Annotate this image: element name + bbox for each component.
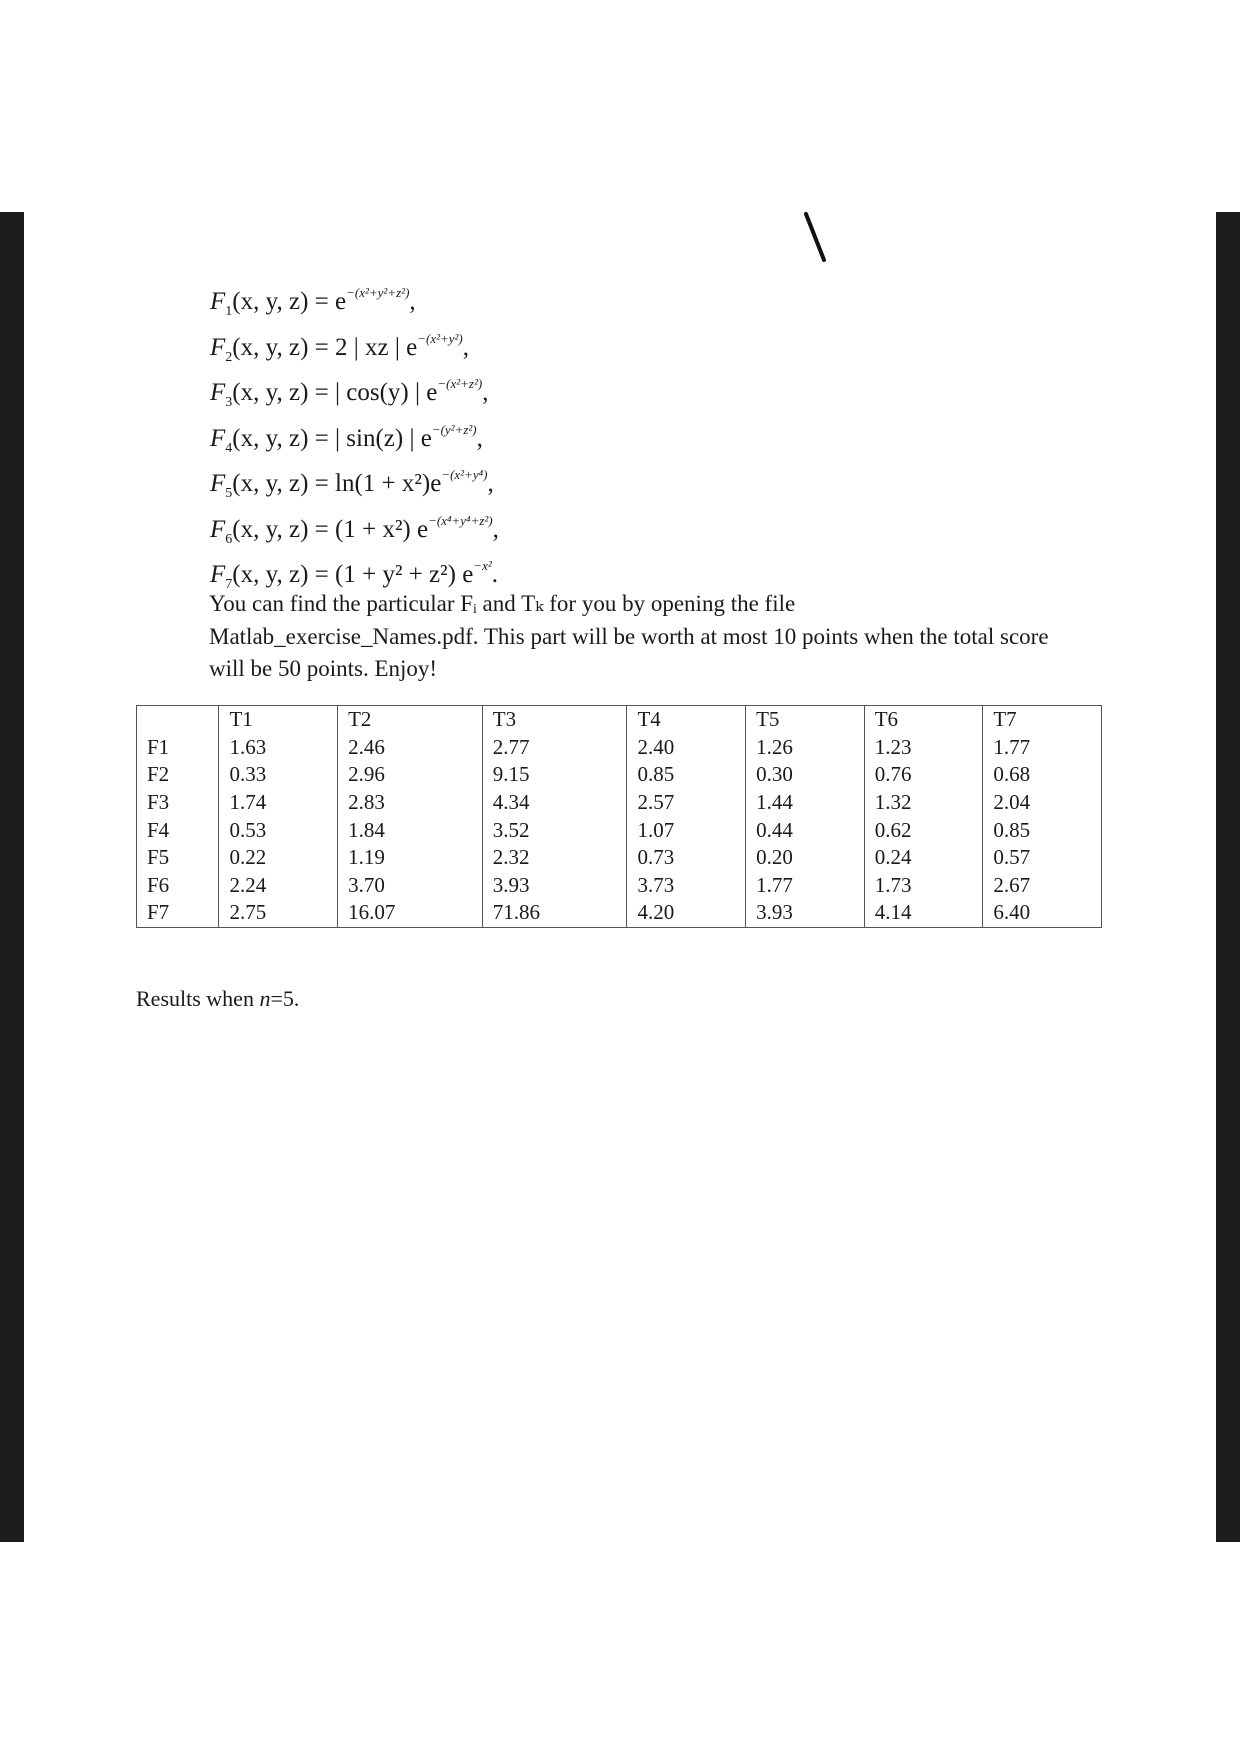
row-label: F5 [137, 844, 219, 872]
table-cell: 0.24 [864, 844, 983, 872]
column-header-t6: T6 [864, 706, 983, 734]
equation-list [210, 270, 499, 592]
table-corner-cell [137, 706, 219, 734]
table-cell: 2.46 [338, 734, 483, 762]
equation-end: , [492, 515, 499, 543]
equation-subscript: 6 [225, 531, 233, 547]
table-cell: 1.77 [983, 734, 1102, 762]
table-row [137, 844, 1102, 872]
equation-name: F [210, 515, 226, 543]
equation-args: (x, y, z) = [232, 288, 336, 315]
table-cell: 0.76 [864, 761, 983, 789]
equation-subscript: 4 [225, 440, 233, 456]
row-label: F4 [137, 816, 219, 844]
results-table [136, 705, 1102, 928]
table-cell: 1.23 [864, 734, 983, 762]
table-row [137, 899, 1102, 927]
table-cell: 2.75 [219, 899, 338, 927]
equation-body: (1 + y² + z²) e [335, 561, 474, 588]
equation-name: F [210, 561, 226, 588]
intro-line-2: Matlab_exercise_Names.pdf. This part will be worth at most 10 points when the total score [209, 623, 1049, 649]
table-cell: 2.24 [219, 872, 338, 900]
equation-f6 [210, 498, 499, 547]
equation-args: (x, y, z) = [232, 424, 336, 452]
table-cell: 2.40 [627, 734, 746, 762]
equation-args: (x, y, z) = [232, 515, 336, 543]
equation-exponent: −x² [473, 558, 492, 573]
equation-name: F [210, 470, 226, 497]
table-cell: 9.15 [482, 761, 627, 789]
table-cell: 3.93 [746, 899, 865, 927]
table-cell: 2.83 [338, 789, 483, 817]
row-label: F7 [137, 899, 219, 927]
equation-subscript: 3 [225, 395, 233, 410]
pen-stroke-mark [802, 212, 828, 264]
table-cell: 1.74 [219, 789, 338, 817]
equation-f5 [210, 452, 499, 501]
table-cell: 2.57 [627, 789, 746, 817]
table-cell: 1.26 [746, 734, 865, 762]
table-cell: 1.19 [338, 844, 483, 872]
table-cell: 2.32 [482, 844, 627, 872]
table-cell: 0.20 [746, 844, 865, 872]
intro-line-3: will be 50 points. Enjoy! [209, 656, 438, 681]
left-border-bar [0, 212, 24, 1542]
row-label: F2 [137, 761, 219, 789]
equation-name: F [210, 379, 226, 406]
table-row [137, 816, 1102, 844]
equation-args: (x, y, z) = [232, 561, 336, 588]
table-cell: 0.68 [983, 761, 1102, 789]
table-cell: 3.52 [482, 816, 627, 844]
equation-f4 [210, 407, 499, 456]
equation-body: | sin(z) | e [335, 424, 432, 452]
equation-end: , [487, 470, 494, 497]
column-header-t5: T5 [746, 706, 865, 734]
table-cell: 4.20 [627, 899, 746, 927]
table-cell: 2.77 [482, 734, 627, 762]
equation-exponent: −(x²+z²) [437, 376, 483, 391]
caption-suffix: =5. [270, 986, 300, 1011]
table-header-row [137, 706, 1102, 734]
equation-name: F [210, 288, 226, 315]
table-cell: 2.67 [983, 872, 1102, 900]
table-row [137, 789, 1102, 817]
equation-f3 [210, 361, 499, 410]
row-label: F3 [137, 789, 219, 817]
table-cell: 3.73 [627, 872, 746, 900]
table-cell: 1.84 [338, 816, 483, 844]
equation-body: ln(1 + x²)e [335, 470, 442, 497]
equation-exponent: −(x²+y²) [417, 330, 463, 346]
equation-exponent: −(x²+y⁴) [441, 467, 488, 482]
table-row [137, 761, 1102, 789]
table-cell: 0.73 [627, 844, 746, 872]
table-row [137, 734, 1102, 762]
equation-f2 [210, 316, 499, 365]
table-cell: 0.57 [983, 844, 1102, 872]
table-cell: 0.85 [983, 816, 1102, 844]
table-cell: 0.33 [219, 761, 338, 789]
row-label: F6 [137, 872, 219, 900]
intro-paragraph [209, 588, 1129, 686]
equation-exponent: −(x⁴+y⁴+z²) [428, 512, 493, 528]
table-row [137, 872, 1102, 900]
equation-body: | cos(y) | e [335, 379, 438, 406]
equation-subscript: 5 [225, 486, 233, 501]
equation-end: , [462, 333, 470, 361]
equation-args: (x, y, z) = [232, 379, 336, 406]
table-cell: 4.34 [482, 789, 627, 817]
table-cell: 0.53 [219, 816, 338, 844]
table-cell: 2.04 [983, 789, 1102, 817]
equation-subscript: 2 [225, 349, 233, 365]
equation-f7 [210, 543, 499, 592]
table-cell: 1.63 [219, 734, 338, 762]
equation-name: F [210, 424, 226, 452]
table-cell: 3.70 [338, 872, 483, 900]
equation-subscript: 7 [225, 577, 233, 592]
table-body [137, 734, 1102, 928]
equation-exponent: −(y²+z²) [431, 421, 477, 437]
row-label: F1 [137, 734, 219, 762]
table-cell: 0.30 [746, 761, 865, 789]
table-cell: 6.40 [983, 899, 1102, 927]
column-header-t3: T3 [482, 706, 627, 734]
equation-args: (x, y, z) = [232, 470, 336, 497]
table-cell: 0.62 [864, 816, 983, 844]
column-header-t4: T4 [627, 706, 746, 734]
table-cell: 1.73 [864, 872, 983, 900]
column-header-t2: T2 [338, 706, 483, 734]
equation-body: (1 + x²) e [335, 515, 429, 543]
equation-body: 2 | xz | e [335, 333, 418, 361]
results-caption [136, 986, 299, 1012]
equation-f1 [210, 270, 499, 319]
column-header-t1: T1 [219, 706, 338, 734]
column-header-t7: T7 [983, 706, 1102, 734]
equation-end: , [476, 424, 483, 452]
table-cell: 0.22 [219, 844, 338, 872]
right-border-bar [1216, 212, 1240, 1542]
table-cell: 3.93 [482, 872, 627, 900]
table-cell: 1.77 [746, 872, 865, 900]
equation-end: , [409, 288, 416, 315]
table-cell: 0.44 [746, 816, 865, 844]
table-cell: 2.96 [338, 761, 483, 789]
table-cell: 71.86 [482, 899, 627, 927]
equation-name: F [210, 333, 226, 361]
equation-body: e [335, 288, 347, 315]
intro-line-1: You can find the particular Fᵢ and Tₖ for you by opening the file [209, 591, 796, 616]
equation-subscript: 1 [225, 304, 233, 319]
caption-prefix: Results when [136, 986, 260, 1011]
equation-end: , [482, 379, 489, 406]
caption-variable: n [259, 986, 271, 1011]
table-cell: 1.07 [627, 816, 746, 844]
equation-args: (x, y, z) = [232, 333, 336, 361]
table-cell: 16.07 [338, 899, 483, 927]
table-cell: 1.32 [864, 789, 983, 817]
table-cell: 0.85 [627, 761, 746, 789]
table-cell: 1.44 [746, 789, 865, 817]
equation-end: . [491, 561, 498, 588]
equation-exponent: −(x²+y²+z²) [346, 285, 410, 300]
table-cell: 4.14 [864, 899, 983, 927]
